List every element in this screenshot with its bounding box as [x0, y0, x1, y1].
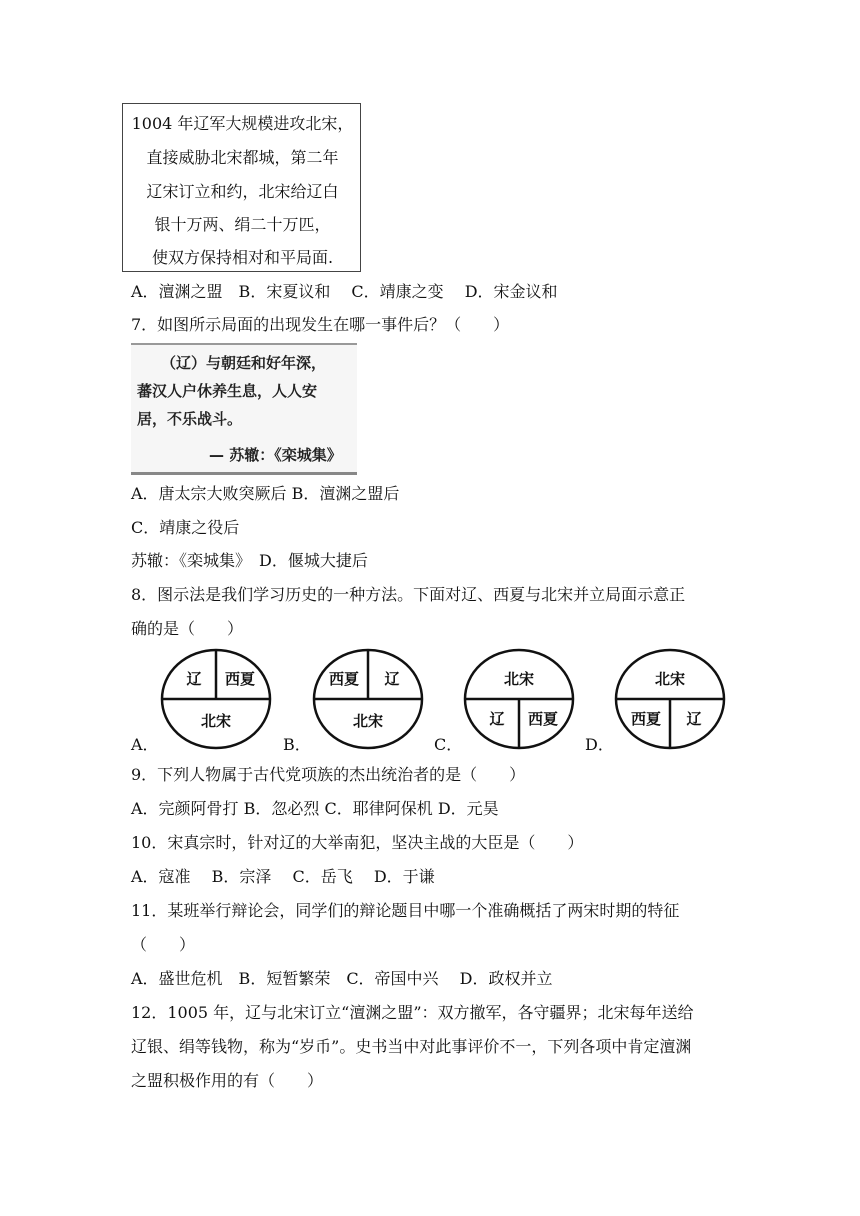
q10-options: A．寇准 B．宗泽 C．岳飞 D．于谦 — [131, 867, 435, 886]
q12-line1: 12．1005 年，辽与北宋订立“澶渊之盟”：双方撤军，各守疆界；北宋每年送给 — [131, 1003, 694, 1022]
q8-option-d-letter: D． — [585, 735, 614, 754]
diagram-label: 辽 — [489, 710, 505, 728]
q7-stem: 7．如图所示局面的出现发生在哪一事件后？（ ） — [131, 315, 510, 334]
q8-option-b-letter: B． — [283, 735, 311, 754]
material-line: 直接威胁北宋都城，第二年 — [146, 148, 339, 167]
quote-line: （辽）与朝廷和好年深， — [161, 354, 327, 372]
q8-option-c-letter: C． — [434, 735, 463, 754]
q8-option-b-diagram — [312, 648, 424, 750]
q9-stem: 9．下列人物属于古代党项族的杰出统治者的是（ ） — [131, 765, 526, 784]
q10-stem: 10．宋真宗时，针对辽的大举南犯，坚决主战的大臣是（ ） — [131, 833, 584, 852]
diagram-label: 辽 — [186, 670, 202, 688]
diagram-label: 西夏 — [630, 710, 662, 728]
q11-stem-line2: （ ） — [131, 935, 196, 954]
material-line: 辽宋订立和约，北宋给辽白 — [146, 182, 339, 201]
q7-options-line3: 苏辙：《栾城集》 D．偃城大捷后 — [131, 551, 368, 570]
diagram-label: 北宋 — [200, 712, 232, 730]
q8-stem-line1: 8．图示法是我们学习历史的一种方法。下面对辽、西夏与北宋并立局面示意正 — [131, 585, 686, 604]
q8-option-c-diagram — [463, 648, 575, 750]
q8-option-a-diagram — [160, 648, 272, 750]
q9-options: A．完颜阿骨打 B．忽必烈 C．耶律阿保机 D．元昊 — [131, 799, 499, 818]
q12-line2: 辽银、绢等钱物，称为“岁币”。史书当中对此事评价不一，下列各项中肯定澶渊 — [131, 1037, 692, 1056]
material-box — [122, 103, 361, 272]
q11-options: A．盛世危机 B．短暂繁荣 C．帝国中兴 D．政权并立 — [131, 969, 553, 988]
diagram-label: 辽 — [384, 670, 400, 688]
material-line: 1004 年辽军大规模进攻北宋， — [131, 114, 354, 133]
quote-line: 蕃汉人户休养生息，人人安 — [137, 382, 318, 400]
diagram-label: 北宋 — [352, 712, 384, 730]
quote-line: 居，不乐战斗。 — [137, 410, 243, 428]
q8-option-a-letter: A． — [131, 735, 159, 754]
diagram-label: 北宋 — [654, 670, 686, 688]
diagram-label: 西夏 — [328, 670, 360, 688]
q12-line3: 之盟积极作用的有（ ） — [131, 1071, 324, 1090]
material-line: 银十万两、绢二十万匹， — [154, 215, 331, 234]
q7-quote-image — [131, 343, 357, 475]
q8-stem-line2: 确的是（ ） — [131, 619, 244, 638]
q11-stem-line1: 11．某班举行辩论会，同学们的辩论题目中哪一个准确概括了两宋时期的特征 — [131, 901, 680, 920]
q8-option-d-diagram — [614, 648, 726, 750]
diagram-label: 北宋 — [503, 670, 535, 688]
diagram-label: 辽 — [686, 710, 702, 728]
q7-options-line1: A．唐太宗大败突厥后 B．澶渊之盟后 — [131, 484, 400, 503]
quote-source: — 苏辙：《栾城集》 — [209, 446, 342, 464]
q7-options-line2: C．靖康之役后 — [131, 518, 240, 537]
diagram-label: 西夏 — [224, 670, 256, 688]
diagram-label: 西夏 — [527, 710, 559, 728]
q6-options: A．澶渊之盟 B．宋夏议和 C．靖康之变 D．宋金议和 — [131, 282, 558, 301]
material-line: 使双方保持相对和平局面. — [151, 248, 334, 267]
